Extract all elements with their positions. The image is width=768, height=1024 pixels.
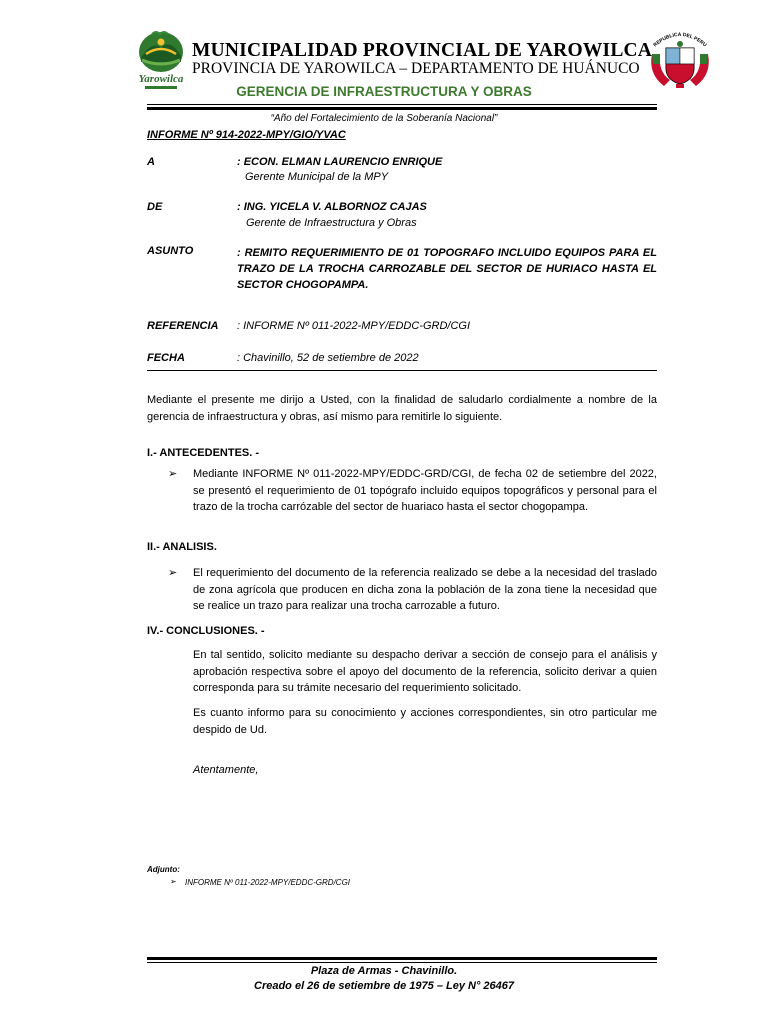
attachments-label: Adjunto:: [147, 865, 180, 874]
year-motto: “Año del Fortalecimiento de la Soberanía Nacional”: [270, 113, 498, 124]
attachment-item: INFORME Nº 011-2022-MPY/EDDC-GRD/CGI: [185, 878, 351, 887]
reference-label: REFERENCIA: [147, 320, 219, 332]
bullet-icon: ➢: [168, 468, 178, 480]
subject-text: : REMITO REQUERIMIENTO DE 01 TOPOGRAFO INCLUIDO EQUIPOS PARA EL TRAZO DE LA TROCHA CARROZABLE DEL SECTOR DE HURIACO HASTA EL SECTOR CHOGOPAMPA.: [237, 247, 657, 291]
date-label: FECHA: [147, 352, 185, 364]
intro-paragraph: Mediante el presente me dirijo a Usted, con la finalidad de saludarlo cordialmente a nombre de la gerencia de infraestructura y obras, así mismo para remitirle lo siguiente.: [147, 394, 657, 423]
department-name: GERENCIA DE INFRAESTRUCTURA Y OBRAS: [236, 84, 532, 99]
from-label: DE: [147, 201, 163, 213]
footer-rule-thick: [147, 957, 657, 960]
analisis-text: El requerimiento del documento de la referencia realizado se debe a la necesidad del traslado de zona agrícola que producen en dicha zona la población de la zona tiene la necesidad que se realice un trazo para realizar una trocha carrozable a futuro.: [193, 567, 657, 612]
antecedentes-text: Mediante INFORME Nº 011-2022-MPY/EDDC-GRD/CGI, de fecha 02 de setiembre del 2022, se presentó el requerimiento de 01 topógrafo incluido equipos topográficos y personal para el trazo de la trocha carrózable del sector de huariaco hasta el sector chogopampa.: [193, 468, 657, 513]
report-id: INFORME Nº 914-2022-MPY/GIO/YVAC: [147, 129, 346, 141]
header-rule-thin: [147, 104, 657, 105]
yarowilca-logo: [132, 28, 190, 92]
fields-rule: [147, 370, 657, 371]
conclusiones-paragraph-1: En tal sentido, solicito mediante su despacho derivar a sección de consejo para el análisis y aprobación respectiva sobre el apoyo del documento de la referencia, solicito derivar a quien corresponda para su trámite necesario del requerimiento solicitado.: [193, 649, 657, 694]
to-label: A: [147, 156, 155, 168]
seal-text: REPUBLICA DEL PERU: [652, 31, 708, 49]
subject-label: ASUNTO: [147, 245, 194, 257]
header-rule-thick: [147, 107, 657, 110]
antecedentes-heading: I.- ANTECEDENTES. -: [147, 447, 260, 459]
conclusiones-paragraph-2: Es cuanto informo para su conocimiento y acciones correspondientes, sin otro particular me despido de Ud.: [193, 707, 657, 736]
to-title: Gerente Municipal de la MPY: [245, 171, 389, 183]
analisis-heading: II.- ANALISIS.: [147, 541, 217, 553]
reference-text: : INFORME Nº 011-2022-MPY/EDDC-GRD/CGI: [237, 320, 471, 332]
conclusiones-heading: IV.- CONCLUSIONES. -: [147, 625, 265, 637]
peru-coat-of-arms: [646, 24, 714, 92]
from-title: Gerente de Infraestructura y Obras: [246, 217, 417, 229]
municipality-name: MUNICIPALIDAD PROVINCIAL DE YAROWILCA: [192, 40, 653, 61]
from-name: : ING. YICELA V. ALBORNOZ CAJAS: [237, 201, 427, 213]
footer-address: Plaza de Armas - Chavinillo.: [310, 965, 458, 977]
date-text: : Chavinillo, 52 de setiembre de 2022: [237, 352, 419, 364]
bullet-icon: ➢: [168, 567, 178, 579]
footer-founded: Creado el 26 de setiembre de 1975 – Ley N° 26467: [254, 980, 514, 992]
province-name: PROVINCIA DE YAROWILCA – DEPARTAMENTO DE HUÁNUCO: [192, 60, 640, 77]
bullet-icon: ➢: [170, 877, 177, 886]
to-name: : ECON. ELMAN LAURENCIO ENRIQUE: [237, 156, 443, 168]
logo-wordmark: Yarowilca: [138, 73, 184, 85]
closing: Atentamente,: [193, 764, 259, 776]
footer-rule-thin: [147, 962, 657, 963]
